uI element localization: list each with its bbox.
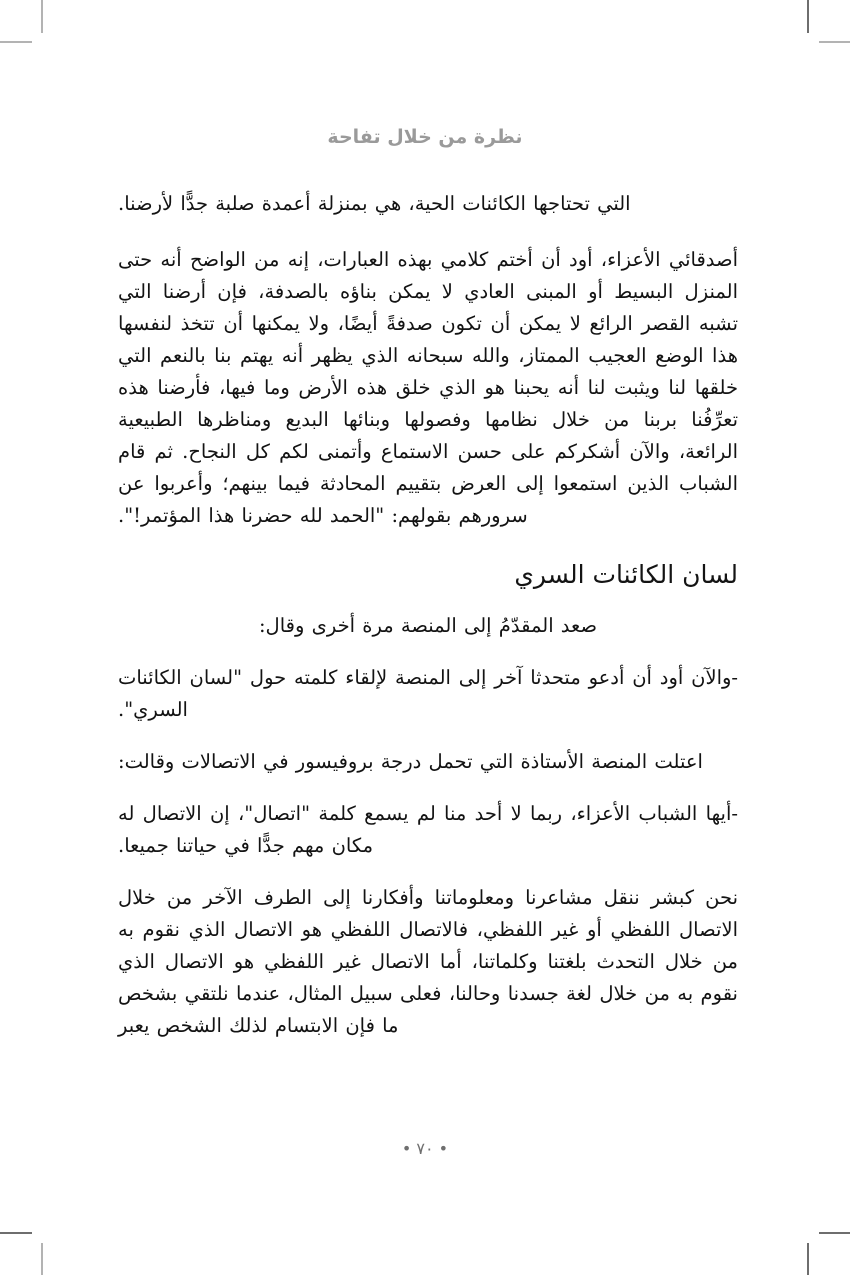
crop-mark-top-left-horizontal xyxy=(0,41,32,43)
text-column xyxy=(118,188,738,1062)
paragraph-communication-types: نحن كبشر ننقل مشاعرنا ومعلوماتنا وأفكارنا إلى الطرف الآخر من خلال الاتصال اللفظي أو غير اللفظي، فالاتصال اللفظي هو الاتصال الذي نقوم به من خلال التحدث بلغتنا وكلماتنا، أما الاتصال غير اللفظي هو الاتصال الذي نقوم به من خلال لغة جسدنا وحالنا، فعلى سبيل المثال، عندما نلتقي بشخص ما فإن الابتسام لذلك الشخص يعبر xyxy=(118,886,738,1037)
paragraph-closing-speech: أصدقائي الأعزاء، أود أن أختم كلامي بهذه العبارات، إنه من الواضح أنه حتى المنزل البسيط أو المبنى العادي لا يمكن بناؤه بالصدفة، فإن أرضنا التي تشبه القصر الرائع لا يمكن أن تكون صدفةً أيضًا، ولا يمكنها أن تتخذ لنفسها هذا الوضع العجيب الممتاز، والله سبحانه الذي يظهر أنه يهتم بنا بالنعم التي خلقها لنا ويثبت لنا أنه يحبنا هو الذي خلق هذه الأرض وما فيها، فأرضنا هذه تعرِّفُنا بربنا من خلال نظامها وفصولها وبنائها البديع ومناظرها الطبيعية الرائعة، والآن أشكركم على حسن الاستماع وأتمنى لكم كل النجاح. ثم قام الشباب الذين استمعوا إلى العرض بتقييم المحادثة فيما بينهم؛ وأعربوا عن سرورهم بقولهم: "الحمد لله حضرنا هذا المؤتمر!". xyxy=(118,248,738,527)
paragraph-professor-intro: اعتلت المنصة الأستاذة التي تحمل درجة بروفيسور في الاتصالات وقالت: xyxy=(118,750,703,773)
crop-mark-bottom-right-horizontal xyxy=(819,1232,850,1234)
crop-mark-bottom-right-vertical xyxy=(807,1243,809,1275)
paragraph-continued: التي تحتاجها الكائنات الحية، هي بمنزلة أعمدة صلبة جدًّا لأرضنا. xyxy=(118,192,631,215)
crop-mark-bottom-left-horizontal xyxy=(0,1232,32,1234)
crop-mark-top-right-vertical xyxy=(807,0,809,33)
page-number: • ٧٠ • xyxy=(401,1139,449,1158)
crop-mark-top-right-horizontal xyxy=(819,41,850,43)
crop-mark-top-left-vertical xyxy=(41,0,43,33)
paragraph-presenter-quote: -والآن أود أن أدعو متحدثا آخر إلى المنصة لإلقاء كلمته حول "لسان الكائنات السري". xyxy=(118,666,738,721)
running-header: نظرة من خلال تفاحة xyxy=(327,126,523,148)
paragraph-presenter-stage: صعد المقدّمُ إلى المنصة مرة أخرى وقال: xyxy=(258,614,598,637)
crop-mark-bottom-left-vertical xyxy=(41,1243,43,1275)
paragraph-professor-opening: -أيها الشباب الأعزاء، ربما لا أحد منا لم يسمع كلمة "اتصال"، إن الاتصال له مكان مهم جدًّا في حياتنا جميعا. xyxy=(118,802,738,857)
section-heading: لسان الكائنات السري xyxy=(514,560,738,589)
